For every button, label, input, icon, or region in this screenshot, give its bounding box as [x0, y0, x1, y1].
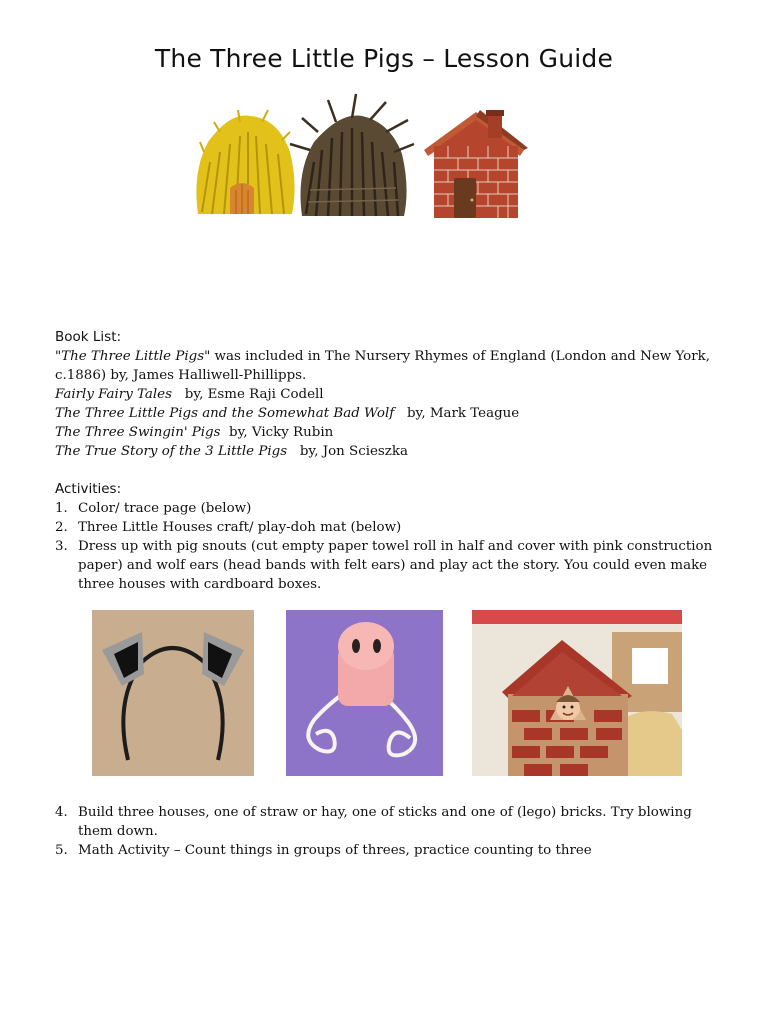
- activity-number: 2.: [55, 520, 68, 535]
- book-list-heading: Book List:: [55, 329, 122, 345]
- wolf-ears-headband-photo: [92, 610, 254, 776]
- activities-list-continued: [55, 803, 715, 860]
- activity-text: Dress up with pig snouts (cut empty paper towel roll in half and cover with pink construction paper) and wolf ears (head bands with felt ears) and play act the story. You could even make three houses with cardboard boxes.: [78, 539, 713, 592]
- book-list-item: [55, 423, 715, 442]
- activity-item: [55, 841, 715, 860]
- straw-house-icon: [196, 110, 294, 214]
- activity-number: 4.: [55, 805, 68, 820]
- brick-house-icon: [424, 110, 528, 218]
- activity-item: [55, 518, 715, 537]
- activity-number: 3.: [55, 539, 68, 554]
- book-details: was included in The Nursery Rhymes of England (London and New York, c.1886) by, James Halliwell-Phillipps.: [55, 349, 711, 383]
- cardboard-house-photo: [472, 610, 682, 776]
- activity-text: Math Activity – Count things in groups of threes, practice counting to three: [78, 843, 592, 858]
- book-details: by, Mark Teague: [394, 406, 520, 421]
- book-title: The Three Little Pigs and the Somewhat Bad Wolf: [55, 406, 395, 421]
- book-details: by, Jon Scieszka: [287, 444, 408, 459]
- activity-text: Build three houses, one of straw or hay, one of sticks and one of (lego) bricks. Try blowing them down.: [78, 805, 692, 839]
- activity-item: [55, 499, 715, 518]
- book-details: by, Vicky Rubin: [220, 425, 334, 440]
- pig-snout-photo: [286, 610, 443, 776]
- book-title: "The Three Little Pigs": [55, 349, 211, 364]
- activity-item: [55, 803, 715, 841]
- book-list-item: [55, 385, 715, 404]
- book-title: The Three Swingin' Pigs: [55, 425, 221, 440]
- book-list-item: [55, 347, 715, 385]
- book-title: Fairly Fairy Tales: [55, 387, 172, 402]
- activities-heading: Activities:: [55, 481, 122, 497]
- page-title: The Three Little Pigs – Lesson Guide: [154, 44, 614, 73]
- activity-number: 5.: [55, 843, 68, 858]
- three-houses-illustration: [190, 92, 530, 232]
- activities-section: [55, 480, 715, 594]
- activities-list: [55, 499, 715, 594]
- book-details: by, Esme Raji Codell: [171, 387, 324, 402]
- activity-item: [55, 537, 715, 594]
- book-title: The True Story of the 3 Little Pigs: [55, 444, 288, 459]
- stick-house-icon: [290, 94, 414, 216]
- activity-number: 1.: [55, 501, 68, 516]
- activities-continued: [55, 803, 715, 860]
- book-list-item: [55, 442, 715, 461]
- activity-text: Color/ trace page (below): [78, 501, 252, 516]
- book-list-section: [55, 328, 715, 461]
- activity-text: Three Little Houses craft/ play-doh mat (below): [78, 520, 402, 535]
- book-list-item: [55, 404, 715, 423]
